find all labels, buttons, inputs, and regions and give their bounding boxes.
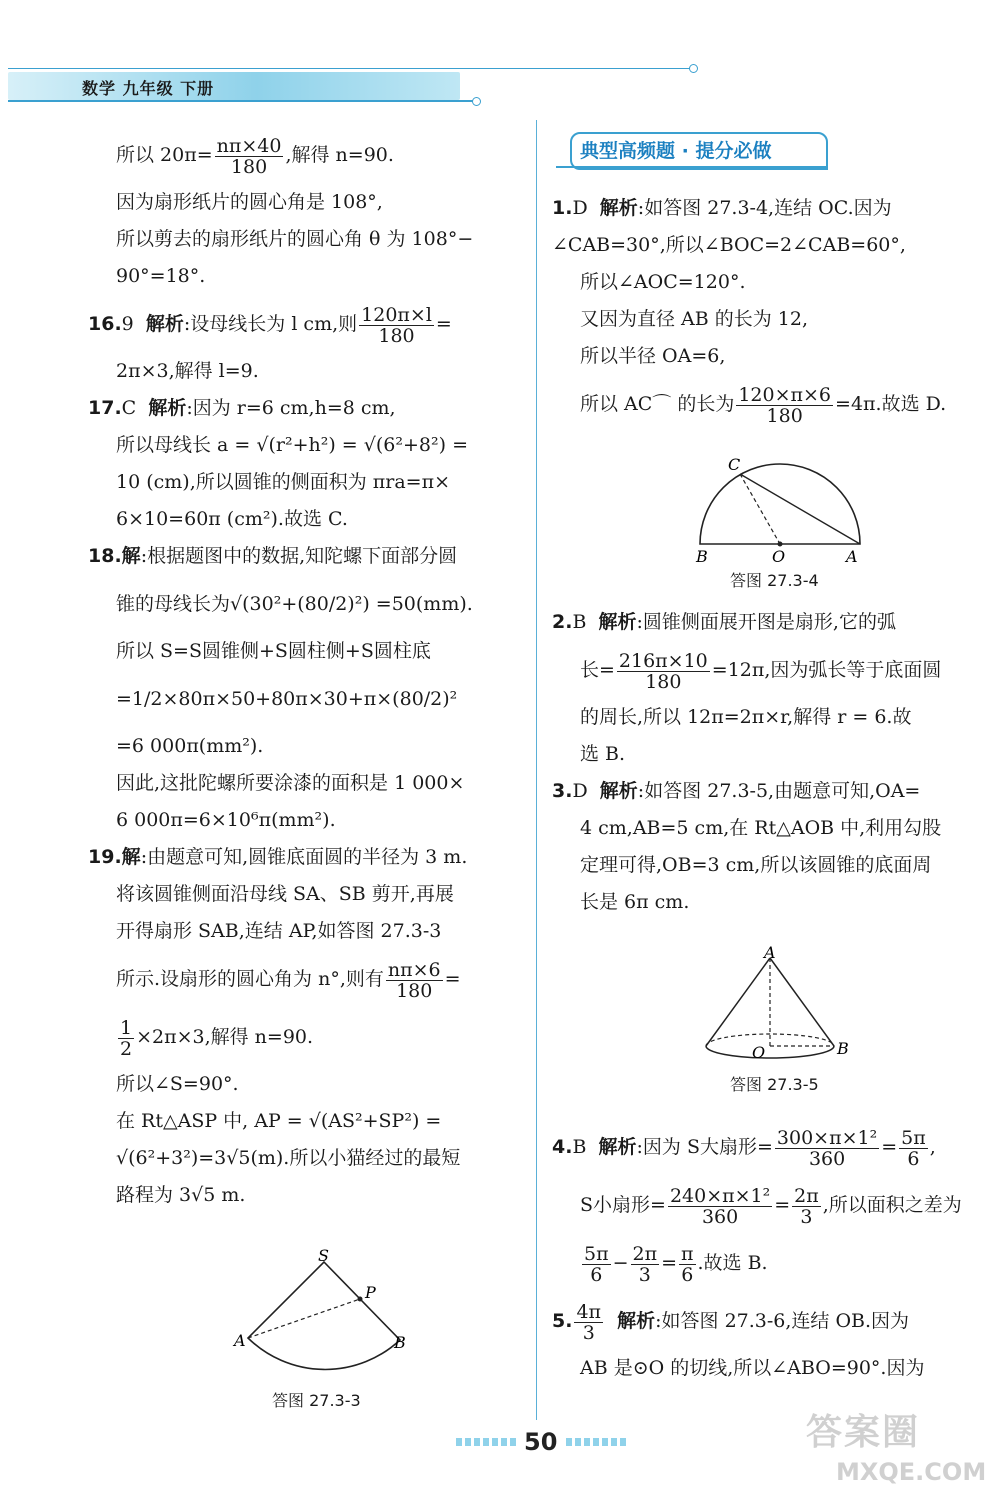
answer-16	[88, 295, 528, 353]
numerator: 1	[120, 1016, 133, 1039]
text-line: 因此,这批陀螺所要涂漆的面积是 1 000×	[116, 772, 465, 794]
label-s: S	[318, 1248, 329, 1265]
fraction	[386, 960, 443, 1001]
numerator: nπ×40	[216, 134, 282, 157]
cone-base-front	[706, 1046, 834, 1058]
text-line: 所以 S=S圆锥侧+S圆柱侧+S圆柱底	[116, 640, 431, 662]
text-line: 所以半径 OA=6,	[580, 345, 726, 367]
label-analysis: 解析	[599, 197, 638, 219]
figure-caption: 答图 27.3-5	[730, 1075, 819, 1094]
answer-2	[552, 604, 992, 641]
section-heading	[556, 132, 826, 170]
text: 所以 20π=	[116, 144, 213, 166]
question-number: 18.	[88, 545, 122, 567]
label-a: A	[764, 946, 776, 962]
answer-18	[88, 538, 528, 575]
text-line	[88, 126, 528, 184]
text: :如答图 27.3-4,连结 OC.因为	[637, 197, 892, 219]
text-line	[552, 375, 992, 433]
text: =	[774, 1194, 791, 1216]
text-line: 4 cm,AB=5 cm,在 Rt△AOB 中,利用勾股	[580, 817, 942, 839]
cone-left-edge	[706, 958, 770, 1046]
fraction	[679, 1244, 696, 1285]
text-line: 2π×3,解得 l=9.	[116, 360, 259, 382]
text-line: 路程为 3√5 m.	[116, 1184, 246, 1206]
answer-letter: B	[572, 611, 587, 633]
label-analysis: 解析	[599, 780, 638, 802]
section-title: 典型高频题 · 提分必做	[580, 140, 772, 162]
text-line	[552, 1176, 992, 1234]
answer-letter: C	[121, 397, 137, 419]
label-b: B	[394, 1333, 406, 1352]
answer-letter: 9	[121, 313, 134, 335]
text-line: 的周长,所以 12π=2π×r,解得 r = 6.故	[580, 706, 912, 728]
header-dot-icon	[689, 64, 698, 73]
text: .故选 B.	[697, 1252, 768, 1274]
question-number: 4.	[552, 1136, 573, 1158]
text: :因为 r=6 cm,h=8 cm,	[186, 397, 396, 419]
right-column-mid	[552, 604, 992, 921]
figure-caption: 答图 27.3-3	[272, 1391, 361, 1410]
question-number: 2.	[552, 611, 573, 633]
text-line: 90°=18°.	[116, 265, 206, 287]
numerator: π	[681, 1242, 694, 1265]
text-line: 锥的母线长为√(30²+(80/2)²) =50(mm).	[116, 593, 473, 615]
question-number: 19.	[88, 846, 122, 868]
header-rule-top	[8, 68, 693, 69]
watermark-logo: 答案圈	[806, 1412, 921, 1453]
numerator: nπ×6	[387, 958, 441, 981]
denominator: 180	[378, 324, 415, 347]
label-o: O	[772, 547, 786, 566]
text-line	[552, 1234, 992, 1292]
text: =	[661, 1252, 677, 1274]
numerator: 120×π×6	[738, 383, 832, 406]
text-line: 6 000π=6×10⁶π(mm²).	[116, 809, 336, 831]
fraction	[668, 1186, 772, 1227]
text-line: =1/2×80π×50+80π×30+π×(80/2)²	[116, 688, 458, 710]
footer-decoration-right	[566, 1438, 626, 1446]
question-number: 5.	[552, 1310, 573, 1332]
text-line: 10 (cm),所以圆锥的侧面积为 πra=π×	[116, 471, 451, 493]
answer-letter: B	[572, 1136, 587, 1158]
text: :如答图 27.3-5,由题意可知,OA=	[637, 780, 921, 802]
answer-1	[552, 190, 992, 227]
label-p: P	[365, 1283, 376, 1302]
denominator: 6	[590, 1263, 603, 1286]
left-column	[88, 126, 528, 1214]
text: :由题意可知,圆锥底面圆的半径为 3 m.	[140, 846, 468, 868]
label-analysis: 解析	[617, 1310, 656, 1332]
right-column-top	[552, 190, 992, 433]
semicircle-outline	[700, 464, 860, 544]
text: S小扇形=	[580, 1194, 666, 1216]
header-title: 数学 九年级 下册	[82, 79, 215, 98]
numerator: 5π	[901, 1126, 926, 1149]
denominator: 2	[120, 1037, 133, 1060]
text-line: 所以母线长 a = √(r²+h²) = √(6²+8²) =	[116, 434, 468, 456]
text: :因为 S大扇形=	[636, 1136, 773, 1158]
answer-17	[88, 390, 528, 427]
dashed-segment-ap	[248, 1299, 360, 1338]
chord-ca	[740, 474, 860, 544]
numerator: 216π×10	[618, 649, 708, 672]
numerator: 5π	[584, 1242, 609, 1265]
denominator: 180	[645, 670, 682, 693]
denominator: 3	[582, 1321, 595, 1344]
text: =4π.故选 D.	[835, 393, 947, 415]
fraction	[617, 651, 710, 692]
denominator: 360	[808, 1147, 846, 1170]
text: 所以 AC⌒ 的长为	[580, 393, 735, 415]
figure-caption: 答图 27.3-4	[730, 571, 819, 590]
label-analysis: 解析	[598, 1136, 637, 1158]
text: :如答图 27.3-6,连结 OB.因为	[655, 1310, 910, 1332]
fraction	[118, 1018, 134, 1059]
figure-27-3-3	[230, 1248, 430, 1388]
label-solution: 解	[121, 846, 141, 868]
numerator: 120π×l	[361, 303, 432, 326]
denominator: 180	[230, 155, 268, 178]
numerator: 2π	[632, 1242, 658, 1265]
footer-decoration-left	[456, 1438, 516, 1446]
fraction	[736, 385, 833, 426]
label-o: O	[752, 1043, 766, 1062]
text-line: ∠CAB=30°,所以∠BOC=2∠CAB=60°,	[552, 234, 906, 256]
answer-letter: D	[572, 780, 588, 802]
numerator: 4π	[576, 1300, 602, 1323]
denominator: 180	[396, 979, 433, 1002]
text-line: √(6²+3²)=3√5(m).所以小猫经过的最短	[116, 1147, 461, 1169]
text-line: 因为扇形纸片的圆心角是 108°,	[116, 191, 383, 213]
numerator: 300×π×1²	[776, 1126, 878, 1149]
label-analysis: 解析	[148, 397, 187, 419]
question-number: 17.	[88, 397, 122, 419]
question-number: 16.	[88, 313, 122, 335]
fraction	[775, 1128, 879, 1169]
denominator: 3	[800, 1205, 813, 1228]
text-line	[88, 950, 528, 1008]
label-a: A	[846, 547, 858, 566]
text: =	[881, 1136, 898, 1158]
label-c: C	[728, 455, 741, 474]
dashed-radius-oc	[740, 474, 780, 544]
denominator: 360	[701, 1205, 739, 1228]
sector-outline	[248, 1262, 400, 1369]
text-line: =6 000π(mm²).	[116, 735, 264, 757]
figure-27-3-4	[690, 452, 870, 568]
numerator: 240×π×1²	[669, 1184, 771, 1207]
text-line: 定理可得,OB=3 cm,所以该圆锥的底面周	[580, 854, 932, 876]
header-rule-bottom	[8, 100, 476, 102]
text-line: 6×10=60π (cm²).故选 C.	[116, 508, 348, 530]
label-analysis: 解析	[145, 313, 184, 335]
label-b: B	[696, 547, 708, 566]
text-line: 长是 6π cm.	[580, 891, 690, 913]
right-column-bottom	[552, 1118, 992, 1387]
label-solution: 解	[121, 545, 141, 567]
header-dot-icon	[472, 97, 481, 106]
answer-4	[552, 1118, 992, 1176]
denominator: 6	[681, 1263, 694, 1286]
header-band	[8, 72, 460, 100]
label-a: A	[234, 1331, 246, 1350]
fraction	[792, 1186, 821, 1227]
text: 长=	[580, 659, 615, 681]
fraction	[359, 305, 434, 346]
denominator: 6	[907, 1147, 920, 1170]
answer-3	[552, 773, 992, 810]
text-line: 所以剪去的扇形纸片的圆心角 θ 为 108°−	[116, 228, 474, 250]
page-header	[0, 62, 1000, 112]
text-line: 选 B.	[580, 743, 626, 765]
text: −	[612, 1252, 629, 1274]
text: ,	[929, 1136, 936, 1158]
text-line: 开得扇形 SAB,连结 AP,如答图 27.3-3	[116, 920, 442, 942]
text: =	[435, 313, 452, 335]
fraction	[215, 136, 284, 177]
cone-right-edge	[770, 958, 834, 1046]
text: :设母线长为 l cm,则	[183, 313, 358, 335]
label-analysis: 解析	[598, 611, 637, 633]
label-b: B	[837, 1039, 849, 1058]
watermark-url: MXQE.COM	[836, 1458, 987, 1486]
section-underline	[556, 166, 828, 168]
denominator: 3	[638, 1263, 651, 1286]
question-number: 1.	[552, 197, 573, 219]
text: 所示.设扇形的圆心角为 n°,则有	[116, 968, 384, 990]
question-number: 3.	[552, 780, 573, 802]
point-o	[778, 542, 783, 547]
fraction	[574, 1302, 603, 1343]
text: ,所以面积之差为	[822, 1194, 962, 1216]
figure-27-3-5	[700, 946, 860, 1068]
text: =	[444, 968, 461, 990]
text-line: 所以∠S=90°.	[116, 1073, 239, 1095]
text: =12π,因为弧长等于底面圆	[711, 659, 942, 681]
text-line	[552, 641, 992, 699]
text-line: 在 Rt△ASP 中, AP = √(AS²+SP²) =	[116, 1110, 442, 1132]
text: :根据题图中的数据,知陀螺下面部分圆	[140, 545, 458, 567]
answer-5	[552, 1292, 992, 1350]
point-p	[358, 1297, 363, 1302]
fraction	[582, 1244, 611, 1285]
fraction	[631, 1244, 660, 1285]
text-line: 所以∠AOC=120°.	[580, 271, 746, 293]
answer-19	[88, 839, 528, 876]
text: :圆锥侧面展开图是扇形,它的弧	[636, 611, 896, 633]
numerator: 2π	[794, 1184, 819, 1207]
column-divider	[536, 120, 537, 1420]
fraction	[899, 1128, 928, 1169]
text-line: 将该圆锥侧面沿母线 SA、SB 剪开,再展	[116, 883, 454, 905]
text-line	[88, 1008, 528, 1066]
answer-letter: D	[572, 197, 588, 219]
denominator: 180	[766, 404, 803, 427]
text: ×2π×3,解得 n=90.	[136, 1026, 314, 1048]
text-line: AB 是⊙O 的切线,所以∠ABO=90°.因为	[580, 1357, 925, 1379]
text: ,解得 n=90.	[285, 144, 394, 166]
text-line: 又因为直径 AB 的长为 12,	[580, 308, 809, 330]
page-number: 50	[524, 1428, 558, 1456]
